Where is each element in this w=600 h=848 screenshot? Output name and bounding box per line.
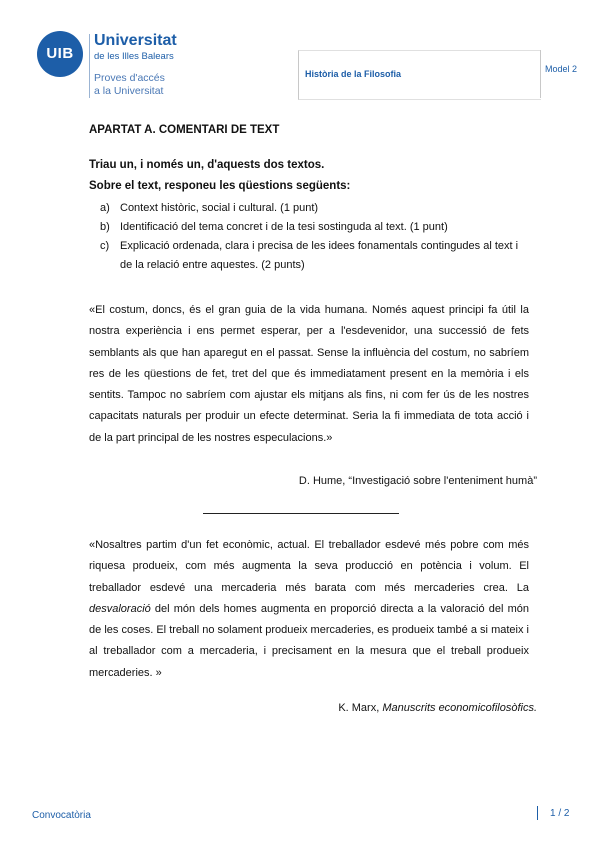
list-marker: a) [100, 202, 110, 214]
list-item [100, 199, 530, 218]
university-name: Universitat [94, 32, 177, 49]
header-separator [540, 50, 541, 98]
text-2-part-2: del món dels homes augmenta en proporció directa a la valoració del món de les coses. El treball no solament produeix mercaderies, es produeix també a si mateix i al treballador com a mercaderia, i precisament en la mesura que el treball produeix mercaderies. » [89, 602, 529, 679]
text-2-attribution [338, 702, 537, 714]
subject-title: Història de la Filosofia [305, 69, 402, 79]
list-marker: c) [100, 240, 110, 252]
logo-divider [89, 34, 90, 98]
instruction-line: Triau un, i només un, d'aquests dos textos. [89, 159, 325, 171]
instruction-line: Sobre el text, responeu les qüestions següents: [89, 180, 351, 192]
text-2-work: Manuscrits economicofilosòfics. [382, 702, 537, 714]
list-item [100, 237, 530, 275]
question-text: Identificació del tema concret i de la tesi sostinguda al text. (1 punt) [120, 221, 448, 233]
question-list [100, 199, 530, 275]
text-1-body: «El costum, doncs, és el gran guia de la vida humana. Només aquest principi fa útil la nostra experiència i ens permet esperar, per a l'esdevenidor, una successió de fets semblants als que han aparegut en el passat. Sense la influència del costum, no sabríem res de les qüestions de fet, tret del que és immediatament present en la memòria i els sentits. Tampoc no sabríem com ajustar els mitjans als fins, ni com fer ús de les nostres capacitats naturals per produir un efecte determinat. Seria la fi immediata de tota acció i de la part principal de les nostres especulacions.» [89, 304, 529, 444]
text-1-attribution: D. Hume, “Investigació sobre l'enteniment humà” [298, 475, 537, 487]
text-2-body [89, 535, 529, 684]
footer-separator [537, 806, 538, 820]
proves-line-2: a la Universitat [94, 85, 164, 97]
question-text: Context històric, social i cultural. (1 punt) [120, 202, 319, 214]
proves-label [94, 72, 165, 98]
university-subtitle: de les Illes Balears [94, 51, 174, 62]
list-marker: b) [100, 221, 110, 233]
instructions [89, 155, 350, 197]
model-label: Model 2 [545, 64, 578, 74]
divider-line [203, 513, 399, 514]
proves-line-1: Proves d'accés [94, 72, 165, 84]
page-number: 1 / 2 [550, 808, 570, 819]
list-item [100, 218, 530, 237]
text-2-author: K. Marx, [338, 702, 383, 714]
logo-text: UIB [46, 45, 74, 62]
uib-logo [37, 31, 83, 77]
text-2-part-1: «Nosaltres partim d'un fet econòmic, actual. El treballador esdevé més pobre com més riquesa produeix, com més augmenta la seva producció en potència i volum. El treballador esdevé una mercaderia més barata com més mercaderies crea. La [89, 539, 529, 594]
question-text: Explicació ordenada, clara i precisa de les idees fonamentals contingudes al text i de la relació entre aquestes. (2 punts) [120, 240, 519, 271]
footer-convocatoria: Convocatòria [32, 810, 91, 821]
section-title: APARTAT A. COMENTARI DE TEXT [89, 124, 280, 136]
text-2-italic: desvaloració [89, 602, 151, 615]
